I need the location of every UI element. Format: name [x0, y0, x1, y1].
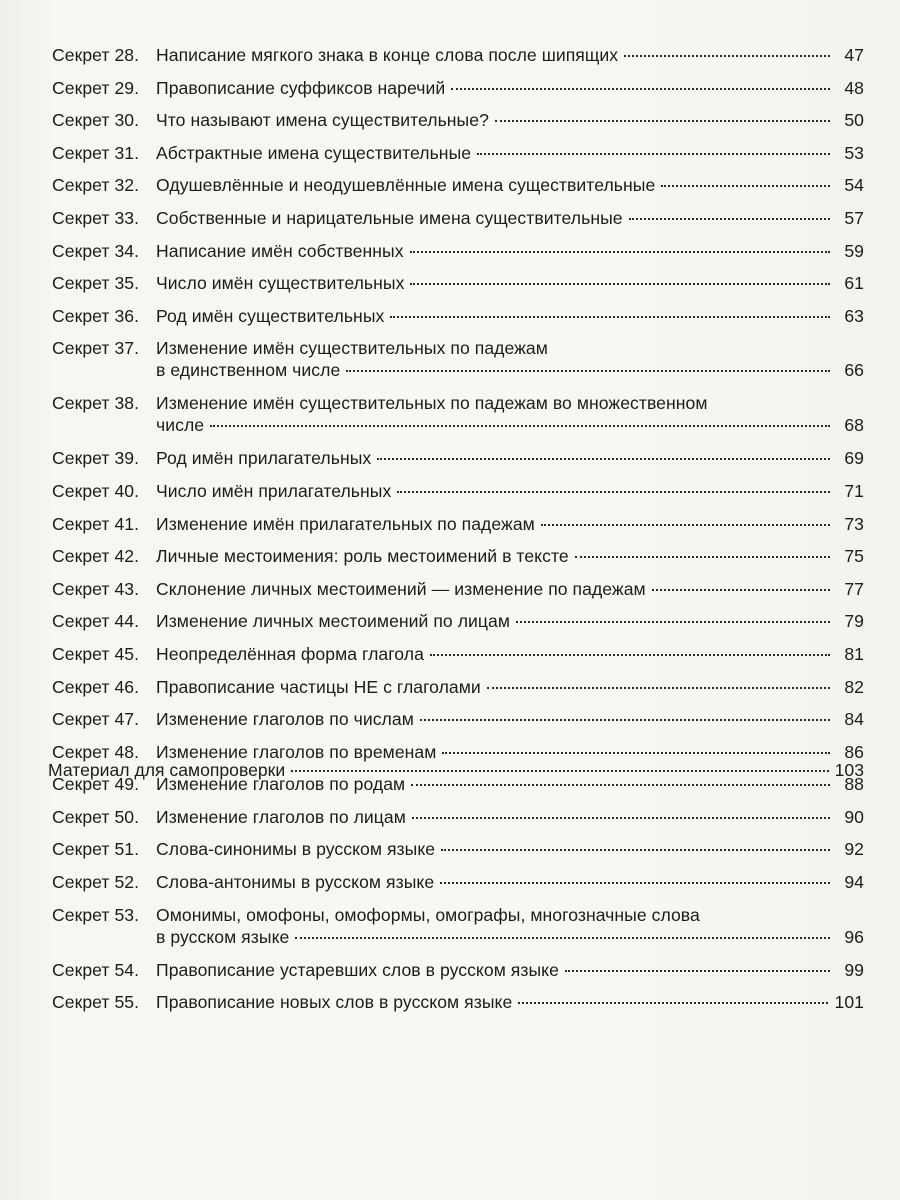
- toc-entry-page: 103: [834, 760, 864, 780]
- toc-entry: [52, 240, 864, 273]
- toc-entry: [52, 838, 864, 871]
- toc-entry: [52, 676, 864, 709]
- toc-entry-title-continued: числе: [156, 415, 205, 436]
- toc-entry-page: 71: [844, 480, 864, 501]
- toc-entry-row: [52, 109, 864, 142]
- toc-entry-number: Секрет 54.: [52, 959, 140, 980]
- toc-entry-page: 84: [844, 709, 864, 730]
- toc-entry: [52, 305, 864, 338]
- toc-entry-row: [52, 871, 864, 904]
- toc-entry-page: 59: [844, 240, 864, 261]
- toc-entry-title: Написание мягкого знака в конце слова после шипящих: [156, 45, 619, 65]
- dot-leader: [397, 491, 830, 493]
- toc-entry-body: [156, 272, 864, 294]
- toc-entry-number: Секрет 32.: [52, 175, 140, 196]
- toc-entry-title: Изменение глаголов по числам: [156, 709, 414, 730]
- toc-entry-title: Род имён существительных: [156, 305, 385, 326]
- toc-entry-body: [156, 838, 864, 860]
- toc-entry-body: [156, 392, 864, 436]
- toc-entry: [52, 545, 864, 578]
- toc-entry-number: Секрет 28.: [52, 45, 140, 65]
- toc-entry-row: [52, 77, 864, 110]
- toc-entry-page: 66: [844, 360, 864, 381]
- toc-entry-page: 54: [844, 175, 864, 196]
- toc-entry-number: Секрет 47.: [52, 709, 140, 730]
- toc-entry-row: [52, 272, 864, 305]
- dot-leader: [346, 370, 830, 372]
- toc-entry-title: Изменение личных местоимений по лицам: [156, 611, 511, 632]
- dot-leader: [412, 817, 830, 819]
- toc-entry-title: Изменение глаголов по временам: [156, 741, 437, 762]
- toc-entry-body: [156, 904, 864, 948]
- dot-leader: [516, 621, 830, 623]
- toc-entry-body: [156, 305, 864, 327]
- toc-entry-row: [52, 142, 864, 175]
- toc-entry: [52, 708, 864, 741]
- dot-leader: [410, 251, 830, 253]
- toc-entry: [52, 207, 864, 240]
- dot-leader: [541, 524, 830, 526]
- toc-entry-row: [52, 578, 864, 611]
- toc-entry-title: Слова-антонимы в русском языке: [156, 872, 435, 893]
- dot-leader: [487, 687, 830, 689]
- toc-entry-row: [52, 447, 864, 480]
- toc-entry-page: 81: [844, 643, 864, 664]
- toc-entry-title: Изменение глаголов по родам: [156, 774, 406, 795]
- toc-entry-row: [52, 806, 864, 839]
- dot-leader: [420, 719, 830, 721]
- toc-entry-number: Секрет 46.: [52, 676, 140, 697]
- toc-entry-body: [156, 643, 864, 665]
- toc-entry-page: 94: [844, 872, 864, 893]
- toc-entry-page: 75: [844, 546, 864, 567]
- toc-entry-title: Что называют имена существительные?: [156, 110, 489, 131]
- dot-leader: [440, 882, 830, 884]
- dot-leader: [565, 970, 830, 972]
- toc-entry-row: [52, 207, 864, 240]
- toc-entry-title: Изменение имён прилагательных по падежам: [156, 513, 535, 534]
- toc-entry-title: Правописание устаревших слов в русском языке: [156, 959, 559, 980]
- toc-entry-title: Изменение имён существительных по падежам: [156, 338, 548, 359]
- toc-entry-title: Одушевлённые и неодушевлённые имена существительные: [156, 175, 656, 196]
- toc-entry-body: [156, 806, 864, 828]
- toc-entry-body: [156, 610, 864, 632]
- toc-entry-body: [156, 545, 864, 567]
- toc-entry: [52, 447, 864, 480]
- dot-leader: [477, 153, 830, 155]
- dot-leader: [291, 770, 828, 772]
- toc-entry: [52, 44, 864, 77]
- toc-entry-body: [156, 447, 864, 469]
- toc-entry-number: Секрет 45.: [52, 643, 140, 664]
- toc-entry: [52, 337, 864, 392]
- toc-entry-body: [156, 708, 864, 730]
- toc-entry-number: Секрет 44.: [52, 611, 140, 632]
- toc-entry-number: Секрет 36.: [52, 305, 140, 326]
- toc-entry-page: 92: [844, 839, 864, 860]
- toc-entry-page: 73: [844, 513, 864, 534]
- toc-entry-title: Изменение глаголов по лицам: [156, 806, 406, 827]
- toc-entry-page: 96: [844, 926, 864, 947]
- toc-entry-number: Секрет 39.: [52, 448, 140, 469]
- toc-entry-body: [156, 142, 864, 164]
- dot-leader: [210, 425, 830, 427]
- toc-entry-page: 47: [844, 45, 864, 65]
- toc-entry-number: Секрет 33.: [52, 207, 140, 228]
- toc-entry-page: 63: [844, 305, 864, 326]
- dot-leader: [377, 458, 830, 460]
- toc-entry-title: Правописание новых слов в русском языке: [156, 992, 513, 1013]
- toc-entry-number: Секрет 52.: [52, 872, 140, 893]
- toc-entry-body: [156, 109, 864, 131]
- toc-entry-page: 90: [844, 806, 864, 827]
- toc-entry-row: [52, 708, 864, 741]
- dot-leader: [441, 849, 830, 851]
- toc-entry-page: 82: [844, 676, 864, 697]
- toc-entry-title: Число имён существительных: [156, 273, 405, 294]
- dot-leader: [430, 654, 830, 656]
- toc-entry-number: Секрет 50.: [52, 806, 140, 827]
- dot-leader: [575, 556, 830, 558]
- dot-leader: [410, 283, 830, 285]
- toc-entry-row: [52, 337, 864, 392]
- toc-entry-page: 99: [844, 959, 864, 980]
- toc-entry-body: [156, 207, 864, 229]
- toc-entry-row: [52, 392, 864, 447]
- dot-leader: [495, 120, 830, 122]
- toc-entry-body: [156, 871, 864, 893]
- toc-entry-row: [52, 991, 864, 1024]
- toc-entry-page: 69: [844, 448, 864, 469]
- dot-leader: [390, 316, 830, 318]
- toc-entry-number: Секрет 41.: [52, 513, 140, 534]
- dot-leader: [411, 784, 830, 786]
- toc-entry: [52, 959, 864, 992]
- toc-entry-row: [52, 240, 864, 273]
- toc-entry-row: [52, 643, 864, 676]
- toc-entry-row: [52, 676, 864, 709]
- toc-entry-number: Секрет 34.: [52, 240, 140, 261]
- toc-entry-row: [52, 480, 864, 513]
- toc-entry-page: 68: [844, 415, 864, 436]
- toc-entry: [52, 871, 864, 904]
- toc-entry: [52, 77, 864, 110]
- toc-entry: [52, 610, 864, 643]
- table-of-contents: [52, 44, 864, 1024]
- toc-entry-row: [52, 545, 864, 578]
- toc-entry-title-continued: в русском языке: [156, 926, 290, 947]
- toc-entry-title: Слова-синонимы в русском языке: [156, 839, 436, 860]
- toc-entry-title: Правописание частицы НЕ с глаголами: [156, 676, 481, 697]
- toc-entry-title-continued: в единственном числе: [156, 360, 341, 381]
- toc-entry-title: Род имён прилагательных: [156, 448, 372, 469]
- dot-leader: [518, 1002, 828, 1004]
- toc-entry-page: 77: [844, 578, 864, 599]
- toc-entry-page: 86: [844, 741, 864, 762]
- toc-entry-page: 48: [844, 77, 864, 98]
- toc-entry: [52, 991, 864, 1024]
- toc-entry-row: [52, 904, 864, 959]
- toc-entry-body: [156, 513, 864, 535]
- toc-entry: [52, 392, 864, 447]
- toc-entry-number: Секрет 40.: [52, 480, 140, 501]
- toc-entry: [52, 480, 864, 513]
- toc-entry-row: [52, 305, 864, 338]
- toc-entry-title: Собственные и нарицательные имена существительные: [156, 207, 623, 228]
- toc-entry-number: Секрет 49.: [52, 774, 140, 795]
- toc-entry: [52, 513, 864, 546]
- toc-entry-row: [52, 959, 864, 992]
- dot-leader: [624, 55, 830, 57]
- dot-leader: [451, 88, 830, 90]
- toc-entry: [52, 174, 864, 207]
- toc-entry: [52, 578, 864, 611]
- toc-entry-page: 57: [844, 207, 864, 228]
- toc-entry-number: Секрет 38.: [52, 393, 140, 414]
- toc-entry-body: [156, 676, 864, 698]
- toc-entry-page: 88: [844, 774, 864, 795]
- toc-entry-page: 101: [834, 992, 864, 1013]
- toc-entry-number: Секрет 42.: [52, 546, 140, 567]
- toc-entry-number: Секрет 43.: [52, 578, 140, 599]
- dot-leader: [652, 589, 830, 591]
- toc-entry-title: Материал для самопроверки: [48, 760, 286, 780]
- toc-entry-page: 61: [844, 273, 864, 294]
- dot-leader: [295, 937, 830, 939]
- self-check-entry: [48, 760, 864, 781]
- toc-entry-number: Секрет 53.: [52, 904, 140, 925]
- toc-entry-body: [156, 77, 864, 99]
- toc-entry-page: 79: [844, 611, 864, 632]
- toc-entry-page: 50: [844, 110, 864, 131]
- toc-entry-row: [52, 610, 864, 643]
- toc-entry-title: Омонимы, омофоны, омоформы, омографы, многозначные слова: [156, 904, 700, 925]
- dot-leader: [629, 218, 830, 220]
- toc-entry-page: 53: [844, 142, 864, 163]
- toc-entry-number: Секрет 31.: [52, 142, 140, 163]
- toc-entry-number: Секрет 51.: [52, 839, 140, 860]
- toc-entry-row: [52, 174, 864, 207]
- toc-entry-title: Правописание суффиксов наречий: [156, 77, 446, 98]
- toc-entry-title: Абстрактные имена существительные: [156, 142, 472, 163]
- toc-entry-row: [52, 513, 864, 546]
- toc-entry-body: [156, 240, 864, 262]
- toc-entry-row: [52, 44, 864, 77]
- toc-entry-body: [156, 991, 864, 1013]
- toc-entry-body: [156, 959, 864, 981]
- toc-entry-body: [156, 174, 864, 196]
- toc-entry-number: Секрет 30.: [52, 110, 140, 131]
- toc-entry-body: [156, 337, 864, 381]
- toc-entry-number: Секрет 55.: [52, 992, 140, 1013]
- toc-entry-body: [156, 578, 864, 600]
- toc-entry: [52, 272, 864, 305]
- toc-entry-title: Неопределённая форма глагола: [156, 643, 424, 664]
- toc-entry: [52, 142, 864, 175]
- toc-entry-row: [52, 838, 864, 871]
- toc-entry-number: Секрет 35.: [52, 273, 140, 294]
- toc-entry: [52, 806, 864, 839]
- toc-entry-number: Секрет 29.: [52, 77, 140, 98]
- toc-entry-title: Изменение имён существительных по падежам во множественном: [156, 393, 708, 414]
- toc-entry-title: Личные местоимения: роль местоимений в тексте: [156, 546, 569, 567]
- toc-entry-body: [156, 44, 864, 66]
- toc-entry-number: Секрет 37.: [52, 338, 140, 359]
- toc-entry: [52, 643, 864, 676]
- dot-leader: [442, 752, 830, 754]
- toc-entry: [52, 904, 864, 959]
- dot-leader: [661, 185, 830, 187]
- toc-entry: [52, 109, 864, 142]
- toc-entry-title: Число имён прилагательных: [156, 480, 392, 501]
- toc-entry-title: Склонение личных местоимений — изменение по падежам: [156, 578, 646, 599]
- toc-entry-number: Секрет 48.: [52, 741, 140, 762]
- toc-entry-title: Написание имён собственных: [156, 240, 404, 261]
- toc-entry-body: [156, 480, 864, 502]
